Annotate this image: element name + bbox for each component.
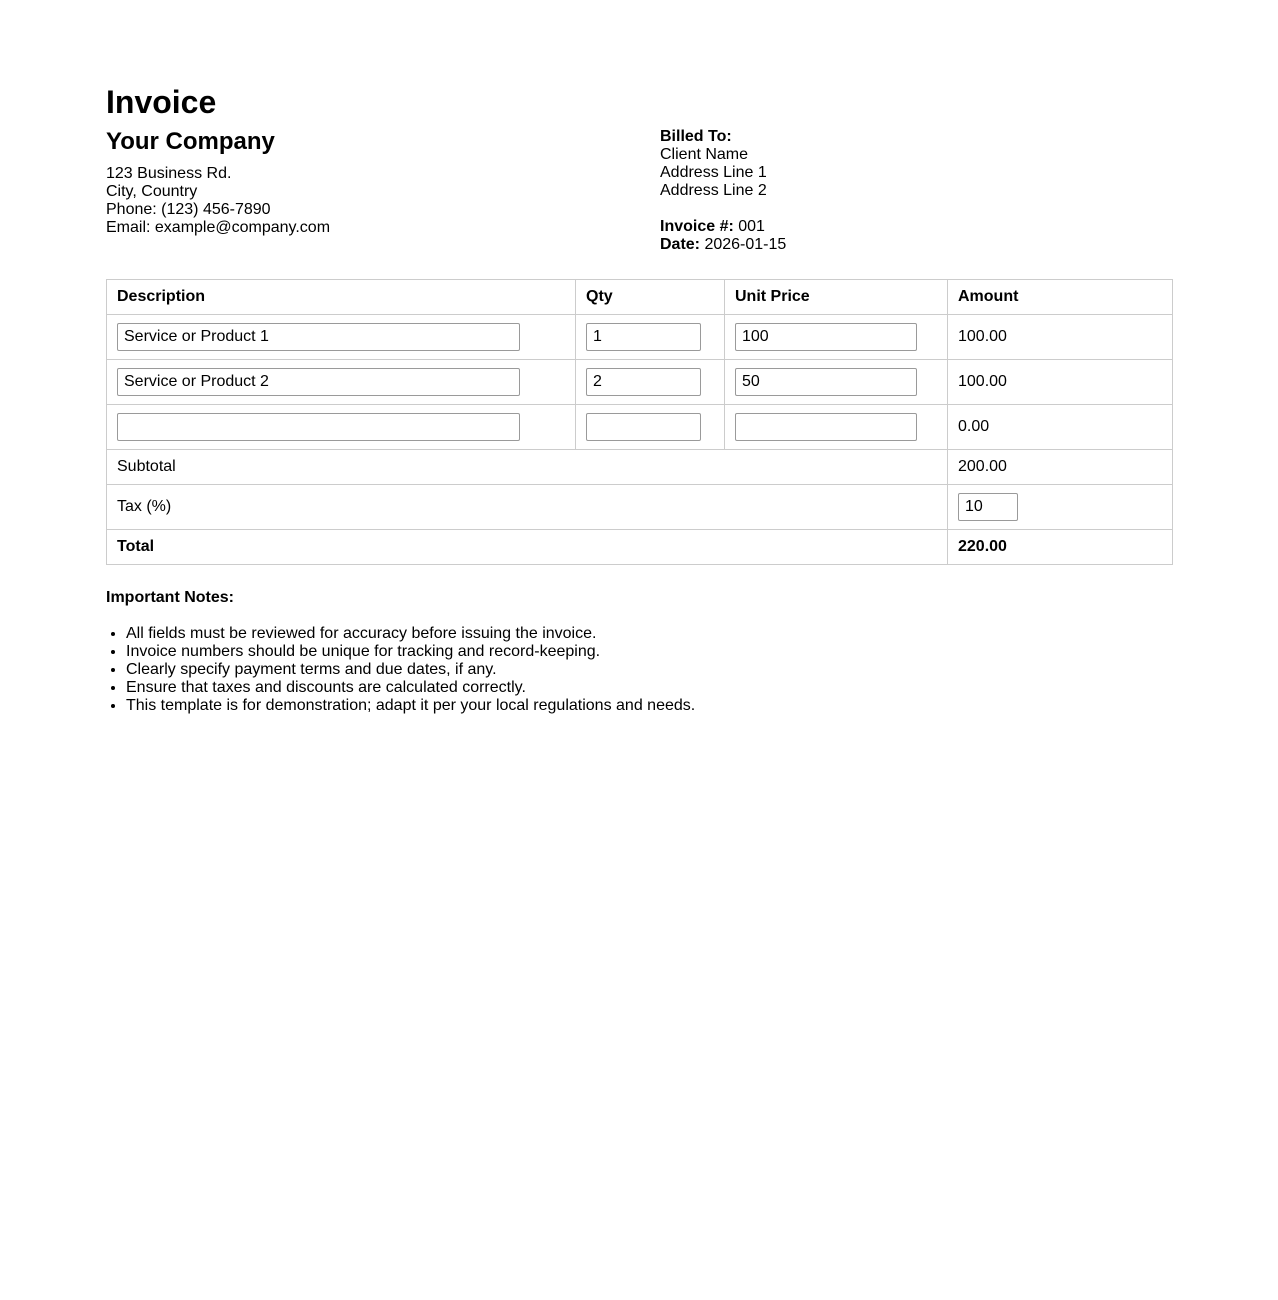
billing-spacer <box>660 200 1160 218</box>
amount-cell: 0.00 <box>948 405 1173 450</box>
unit-price-input[interactable] <box>735 368 917 396</box>
description-cell <box>107 405 576 450</box>
line-items-table <box>106 279 1173 565</box>
column-header-unit-price: Unit Price <box>725 280 948 315</box>
company-name: Your Company <box>106 128 275 155</box>
tax-row <box>107 485 1173 530</box>
important-notes <box>106 589 1172 715</box>
subtotal-value: 200.00 <box>948 450 1173 485</box>
amount-cell: 100.00 <box>948 360 1173 405</box>
invoice-number-row <box>660 218 1160 236</box>
tax-rate-input[interactable] <box>958 493 1018 521</box>
unit-price-input[interactable] <box>735 323 917 351</box>
unit-price-input[interactable] <box>735 413 917 441</box>
total-row <box>107 530 1173 565</box>
qty-input[interactable] <box>586 323 701 351</box>
invoice-date-row <box>660 236 1160 254</box>
column-header-description: Description <box>107 280 576 315</box>
list-item: • All fields must be reviewed for accuracy before issuing the invoice. <box>126 625 1172 643</box>
client-address-line-2: Address Line 2 <box>660 182 767 199</box>
description-cell <box>107 360 576 405</box>
subtotal-label: Subtotal <box>107 450 948 485</box>
client-address-line-1: Address Line 1 <box>660 164 767 181</box>
company-phone: Phone: (123) 456-7890 <box>106 201 271 218</box>
notes-heading: Important Notes: <box>106 589 234 606</box>
tax-label: Tax (%) <box>107 485 948 530</box>
column-header-amount: Amount <box>948 280 1173 315</box>
qty-input[interactable] <box>586 368 701 396</box>
invoice-number-label: Invoice #: <box>660 218 734 235</box>
notes-list <box>106 625 1172 715</box>
company-info <box>106 128 646 237</box>
table-row <box>107 405 1173 450</box>
billed-to-row <box>660 128 1160 146</box>
invoice-number: 001 <box>733 218 765 235</box>
amount-cell: 100.00 <box>948 315 1173 360</box>
description-input[interactable] <box>117 368 520 396</box>
unit-price-cell <box>725 360 948 405</box>
unit-price-cell <box>725 315 948 360</box>
table-row <box>107 360 1173 405</box>
invoice-date: 2026-01-15 <box>700 236 787 253</box>
qty-cell <box>576 405 725 450</box>
list-item: • This template is for demonstration; adapt it per your local regulations and needs. <box>126 697 1172 715</box>
unit-price-cell <box>725 405 948 450</box>
client-name: Client Name <box>660 146 749 163</box>
list-item: • Ensure that taxes and discounts are calculated correctly. <box>126 679 1172 697</box>
description-cell <box>107 315 576 360</box>
description-input[interactable] <box>117 413 520 441</box>
page-title: Invoice <box>106 84 217 120</box>
qty-cell <box>576 315 725 360</box>
billing-info <box>660 128 1160 254</box>
subtotal-row <box>107 450 1173 485</box>
qty-cell <box>576 360 725 405</box>
invoice-date-label: Date: <box>660 236 701 253</box>
company-address-line-1: 123 Business Rd. <box>106 165 232 182</box>
billed-to-label: Billed To: <box>660 128 732 145</box>
table-row <box>107 315 1173 360</box>
list-item: • Invoice numbers should be unique for tracking and record-keeping. <box>126 643 1172 661</box>
total-value: 220.00 <box>948 530 1173 565</box>
company-email: Email: example@company.com <box>106 219 331 236</box>
description-input[interactable] <box>117 323 520 351</box>
company-address-line-2: City, Country <box>106 183 198 200</box>
list-item: • Clearly specify payment terms and due dates, if any. <box>126 661 1172 679</box>
column-header-qty: Qty <box>576 280 725 315</box>
table-header-row <box>107 280 1173 315</box>
qty-input[interactable] <box>586 413 701 441</box>
tax-cell <box>948 485 1173 530</box>
total-label: Total <box>107 530 948 565</box>
